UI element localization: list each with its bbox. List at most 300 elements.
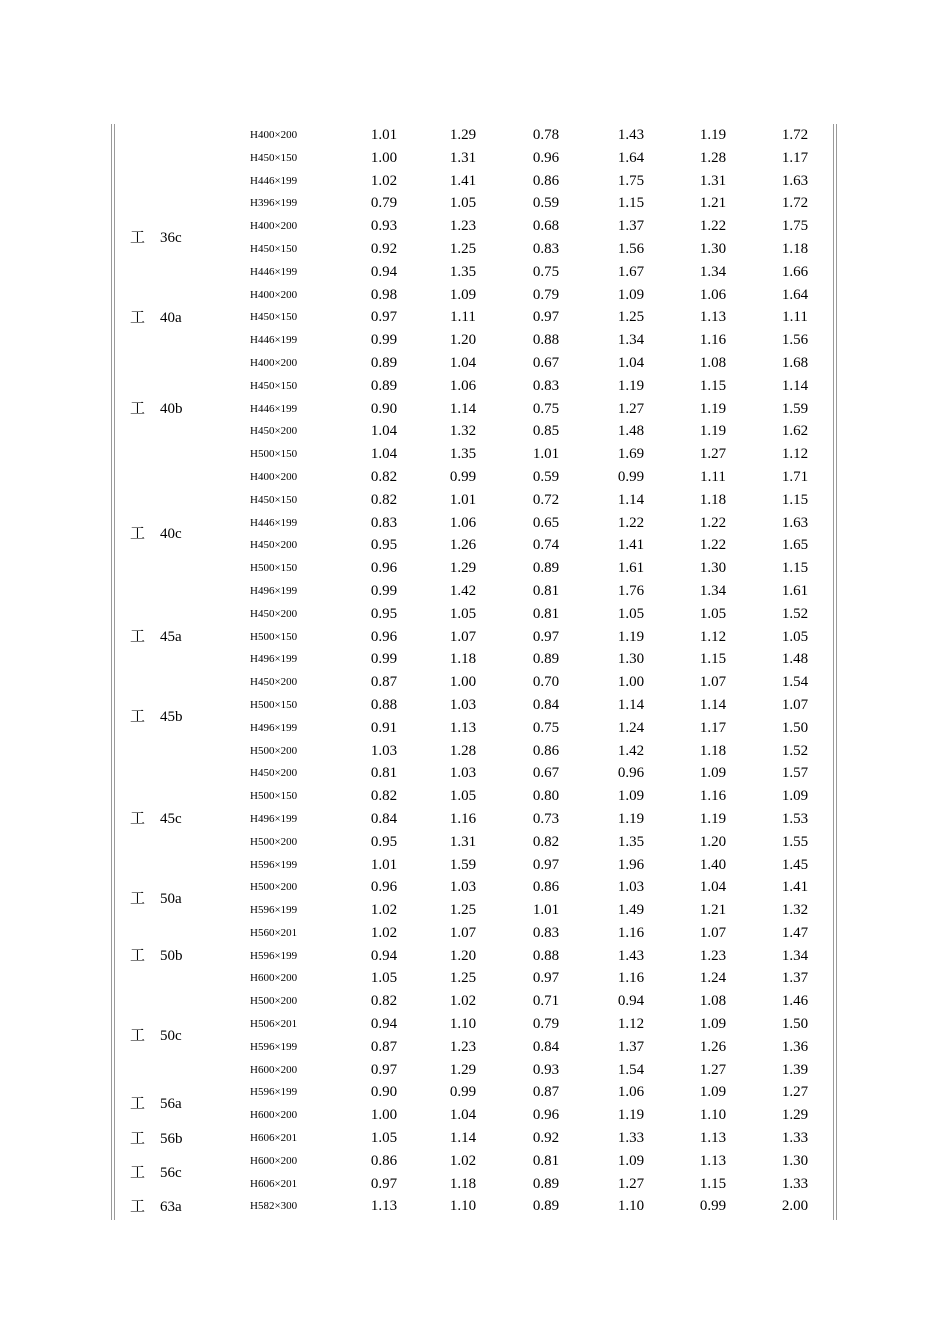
ratio-value: 0.75 — [532, 263, 560, 280]
ratio-value: 1.25 — [449, 970, 477, 987]
ratio-value: 1.69 — [617, 446, 645, 463]
ratio-value: 1.56 — [781, 332, 809, 349]
ratio-value: 0.89 — [370, 377, 398, 394]
i-beam-section-label — [130, 706, 210, 728]
table-row — [0, 329, 950, 352]
ratio-value: 1.04 — [617, 354, 645, 371]
ratio-value: 0.88 — [532, 332, 560, 349]
ratio-value: 1.20 — [449, 332, 477, 349]
table-row — [0, 1059, 950, 1082]
ratio-value: 1.24 — [617, 719, 645, 736]
ratio-value: 1.12 — [617, 1016, 645, 1033]
ratio-value: 1.62 — [781, 423, 809, 440]
ratio-value: 0.92 — [532, 1130, 560, 1147]
ratio-value: 1.43 — [617, 127, 645, 143]
ratio-value: 1.04 — [449, 354, 477, 371]
i-beam-size: 45c — [160, 811, 182, 828]
i-beam-size: 40c — [160, 526, 182, 543]
ratio-value: 1.14 — [449, 400, 477, 417]
table-row — [0, 375, 950, 398]
ratio-value: 1.27 — [617, 1175, 645, 1192]
h-section-label: H496×199 — [250, 584, 298, 597]
ratio-value: 1.26 — [449, 537, 477, 554]
h-section-label: H446×199 — [250, 174, 298, 187]
section-comparison-table — [0, 124, 950, 1218]
ratio-value: 1.30 — [699, 240, 727, 257]
i-beam-section-label — [130, 1196, 210, 1218]
i-beam-section-label — [130, 626, 210, 648]
ratio-value: 1.01 — [449, 491, 477, 508]
h-section-label: H450×200 — [250, 767, 298, 780]
ratio-value: 1.54 — [781, 674, 809, 691]
i-beam-size: 45a — [160, 629, 182, 645]
ratio-value: 1.19 — [699, 127, 727, 143]
ratio-value: 1.13 — [449, 719, 477, 736]
i-beam-size: 40b — [160, 401, 183, 417]
ratio-value: 1.32 — [449, 423, 477, 440]
h-section-label: H596×199 — [250, 904, 298, 917]
h-section-label: H506×201 — [250, 1018, 298, 1031]
ratio-value: 1.19 — [699, 810, 727, 827]
table-row — [0, 671, 950, 694]
table-row — [0, 352, 950, 375]
i-beam-size: 50b — [160, 948, 183, 965]
ratio-value: 1.27 — [699, 1061, 727, 1078]
ratio-value: 1.36 — [781, 1038, 809, 1055]
table-row — [0, 967, 950, 990]
h-section-label: H446×199 — [250, 334, 298, 347]
ratio-value: 1.18 — [449, 1175, 477, 1192]
ratio-value: 1.43 — [617, 947, 645, 964]
ratio-value: 1.03 — [449, 696, 477, 713]
i-beam-symbol: 工 — [130, 1096, 146, 1113]
ratio-value: 0.81 — [532, 1152, 560, 1169]
ratio-value: 1.05 — [449, 195, 477, 212]
ratio-value: 0.75 — [532, 400, 560, 417]
i-beam-section-label — [130, 945, 210, 967]
ratio-value: 1.46 — [781, 993, 809, 1010]
ratio-value: 0.72 — [532, 491, 560, 508]
ratio-value: 0.90 — [370, 1084, 398, 1101]
ratio-value: 1.37 — [617, 1038, 645, 1055]
h-section-label: H400×200 — [250, 129, 298, 141]
ratio-value: 0.98 — [370, 286, 398, 303]
ratio-value: 1.63 — [781, 514, 809, 531]
ratio-value: 1.04 — [370, 423, 398, 440]
ratio-value: 1.61 — [617, 560, 645, 577]
ratio-value: 1.10 — [617, 1198, 645, 1215]
ratio-value: 1.21 — [699, 902, 727, 919]
ratio-value: 1.42 — [617, 742, 645, 759]
ratio-value: 0.99 — [449, 468, 477, 485]
ratio-value: 0.96 — [370, 628, 398, 645]
ratio-value: 1.27 — [781, 1084, 809, 1101]
ratio-value: 0.79 — [532, 1016, 560, 1033]
ratio-value: 0.95 — [370, 605, 398, 622]
ratio-value: 1.15 — [699, 1175, 727, 1192]
h-section-label: H400×200 — [250, 220, 298, 233]
ratio-value: 1.66 — [781, 263, 809, 280]
ratio-value: 0.93 — [370, 218, 398, 235]
ratio-value: 1.09 — [781, 788, 809, 805]
ratio-value: 0.83 — [532, 377, 560, 394]
ratio-value: 1.37 — [781, 970, 809, 987]
ratio-value: 1.03 — [617, 879, 645, 896]
ratio-value: 1.08 — [699, 993, 727, 1010]
ratio-value: 1.21 — [699, 195, 727, 212]
table-row — [0, 261, 950, 284]
ratio-value: 0.92 — [370, 240, 398, 257]
ratio-value: 1.00 — [370, 1107, 398, 1124]
ratio-value: 1.72 — [781, 127, 809, 143]
i-beam-section-label — [130, 523, 210, 545]
ratio-value: 1.00 — [617, 674, 645, 691]
ratio-value: 1.19 — [617, 377, 645, 394]
ratio-value: 1.15 — [617, 195, 645, 212]
table-row — [0, 990, 950, 1013]
i-beam-symbol: 工 — [130, 1028, 146, 1044]
h-section-label: H596×199 — [250, 1086, 298, 1099]
ratio-value: 1.18 — [699, 491, 727, 508]
ratio-value: 1.06 — [699, 286, 727, 303]
ratio-value: 1.59 — [449, 856, 477, 873]
ratio-value: 0.95 — [370, 833, 398, 850]
ratio-value: 1.09 — [699, 1016, 727, 1033]
ratio-value: 1.04 — [370, 446, 398, 463]
ratio-value: 1.05 — [781, 628, 809, 645]
ratio-value: 1.52 — [781, 742, 809, 759]
i-beam-symbol: 工 — [130, 230, 146, 246]
ratio-value: 1.35 — [617, 833, 645, 850]
table-row — [0, 648, 950, 671]
ratio-value: 0.83 — [532, 240, 560, 257]
ratio-value: 1.50 — [781, 719, 809, 736]
ratio-value: 1.05 — [699, 605, 727, 622]
i-beam-section-label — [130, 1025, 210, 1047]
ratio-value: 1.07 — [781, 696, 809, 713]
ratio-value: 1.08 — [699, 354, 727, 371]
ratio-value: 0.89 — [532, 1175, 560, 1192]
ratio-value: 1.05 — [449, 788, 477, 805]
ratio-value: 1.16 — [699, 788, 727, 805]
ratio-value: 1.68 — [781, 354, 809, 371]
h-section-label: H600×200 — [250, 972, 298, 985]
ratio-value: 1.29 — [449, 560, 477, 577]
ratio-value: 0.99 — [699, 1198, 727, 1215]
ratio-value: 1.02 — [370, 172, 398, 189]
h-section-label: H450×200 — [250, 539, 298, 552]
ratio-value: 1.18 — [781, 240, 809, 257]
ratio-value: 1.52 — [781, 605, 809, 622]
ratio-value: 0.91 — [370, 719, 398, 736]
h-section-label: H446×199 — [250, 516, 298, 529]
ratio-value: 1.75 — [617, 172, 645, 189]
ratio-value: 1.24 — [699, 970, 727, 987]
ratio-value: 1.05 — [449, 605, 477, 622]
i-beam-size: 40a — [160, 309, 182, 326]
ratio-value: 1.65 — [781, 537, 809, 554]
ratio-value: 1.27 — [617, 400, 645, 417]
ratio-value: 0.70 — [532, 674, 560, 691]
ratio-value: 1.17 — [781, 149, 809, 166]
h-section-label: H500×200 — [250, 881, 298, 894]
ratio-value: 0.67 — [532, 765, 560, 782]
i-beam-symbol: 工 — [130, 629, 146, 645]
ratio-value: 0.89 — [532, 651, 560, 668]
ratio-value: 1.07 — [699, 924, 727, 941]
ratio-value: 1.35 — [449, 446, 477, 463]
ratio-value: 0.67 — [532, 354, 560, 371]
i-beam-symbol: 工 — [130, 1164, 146, 1181]
ratio-value: 1.04 — [699, 879, 727, 896]
ratio-value: 0.88 — [532, 947, 560, 964]
ratio-value: 1.50 — [781, 1016, 809, 1033]
table-row — [0, 124, 950, 147]
ratio-value: 0.84 — [532, 1038, 560, 1055]
ratio-value: 0.97 — [370, 1175, 398, 1192]
ratio-value: 0.97 — [370, 309, 398, 326]
i-beam-symbol: 工 — [130, 891, 146, 908]
ratio-value: 0.90 — [370, 400, 398, 417]
ratio-value: 1.12 — [699, 628, 727, 645]
h-section-label: H450×150 — [250, 242, 298, 255]
i-beam-symbol: 工 — [130, 948, 146, 965]
ratio-value: 0.65 — [532, 514, 560, 531]
ratio-value: 1.49 — [617, 902, 645, 919]
h-section-label: H600×200 — [250, 1063, 298, 1076]
h-section-label: H500×150 — [250, 630, 298, 643]
ratio-value: 1.72 — [781, 195, 809, 212]
ratio-value: 0.84 — [370, 810, 398, 827]
ratio-value: 1.01 — [532, 902, 560, 919]
ratio-value: 1.31 — [449, 833, 477, 850]
ratio-value: 1.11 — [700, 468, 726, 485]
h-section-label: H582×300 — [250, 1200, 298, 1213]
ratio-value: 1.07 — [449, 924, 477, 941]
ratio-value: 1.25 — [449, 902, 477, 919]
ratio-value: 1.15 — [781, 560, 809, 577]
i-beam-size: 50c — [160, 1028, 182, 1044]
h-section-label: H596×199 — [250, 858, 298, 871]
ratio-value: 1.54 — [617, 1061, 645, 1078]
h-section-label: H496×199 — [250, 812, 298, 825]
ratio-value: 0.96 — [370, 560, 398, 577]
ratio-value: 1.16 — [617, 970, 645, 987]
table-row — [0, 489, 950, 512]
h-section-label: H400×200 — [250, 470, 298, 483]
h-section-label: H596×199 — [250, 1040, 298, 1053]
ratio-value: 1.29 — [449, 1061, 477, 1078]
h-section-label: H450×200 — [250, 676, 298, 689]
i-beam-section-label — [130, 1128, 210, 1150]
ratio-value: 1.34 — [699, 263, 727, 280]
h-section-label: H500×200 — [250, 744, 298, 757]
i-beam-section-label — [130, 888, 210, 910]
i-beam-symbol: 工 — [130, 1199, 146, 1215]
h-section-label: H450×150 — [250, 151, 298, 164]
ratio-value: 1.22 — [699, 537, 727, 554]
ratio-value: 0.78 — [532, 127, 560, 143]
ratio-value: 1.61 — [781, 582, 809, 599]
table-row — [0, 284, 950, 307]
ratio-value: 1.55 — [781, 833, 809, 850]
h-section-label: H400×200 — [250, 288, 298, 301]
ratio-value: 0.87 — [370, 674, 398, 691]
ratio-value: 0.68 — [532, 218, 560, 235]
ratio-value: 1.06 — [449, 514, 477, 531]
i-beam-symbol: 工 — [130, 708, 146, 725]
h-section-label: H600×200 — [250, 1109, 298, 1122]
ratio-value: 0.59 — [532, 195, 560, 212]
ratio-value: 1.45 — [781, 856, 809, 873]
h-section-label: H600×200 — [250, 1154, 298, 1167]
ratio-value: 1.01 — [370, 127, 398, 143]
ratio-value: 1.03 — [449, 765, 477, 782]
ratio-value: 0.71 — [532, 993, 560, 1010]
ratio-value: 0.89 — [532, 1198, 560, 1215]
ratio-value: 1.22 — [699, 218, 727, 235]
ratio-value: 1.10 — [449, 1016, 477, 1033]
ratio-value: 0.83 — [370, 514, 398, 531]
ratio-value: 1.30 — [617, 651, 645, 668]
ratio-value: 0.97 — [370, 1061, 398, 1078]
ratio-value: 1.34 — [781, 947, 809, 964]
ratio-value: 0.81 — [370, 765, 398, 782]
ratio-value: 1.09 — [617, 788, 645, 805]
ratio-value: 1.16 — [699, 332, 727, 349]
i-beam-section-label — [130, 307, 210, 329]
ratio-value: 1.48 — [617, 423, 645, 440]
table-row — [0, 785, 950, 808]
ratio-value: 1.56 — [617, 240, 645, 257]
table-row — [0, 557, 950, 580]
ratio-value: 1.15 — [699, 651, 727, 668]
ratio-value: 1.63 — [781, 172, 809, 189]
h-section-label: H500×150 — [250, 790, 298, 803]
ratio-value: 0.96 — [617, 765, 645, 782]
ratio-value: 1.42 — [449, 582, 477, 599]
ratio-value: 0.94 — [370, 947, 398, 964]
ratio-value: 0.89 — [532, 560, 560, 577]
ratio-value: 1.22 — [617, 514, 645, 531]
ratio-value: 0.86 — [532, 742, 560, 759]
ratio-value: 1.23 — [449, 218, 477, 235]
h-section-label: H396×199 — [250, 197, 298, 210]
ratio-value: 0.95 — [370, 537, 398, 554]
ratio-value: 1.01 — [532, 446, 560, 463]
ratio-value: 1.19 — [699, 400, 727, 417]
ratio-value: 0.86 — [532, 879, 560, 896]
i-beam-section-label — [130, 398, 210, 420]
ratio-value: 1.10 — [449, 1198, 477, 1215]
ratio-value: 1.57 — [781, 765, 809, 782]
ratio-value: 0.96 — [532, 149, 560, 166]
ratio-value: 0.73 — [532, 810, 560, 827]
ratio-value: 1.09 — [449, 286, 477, 303]
h-section-label: H500×150 — [250, 698, 298, 711]
ratio-value: 0.99 — [370, 582, 398, 599]
h-section-label: H400×200 — [250, 356, 298, 369]
ratio-value: 0.59 — [532, 468, 560, 485]
h-section-label: H500×150 — [250, 448, 298, 461]
h-section-label: H500×200 — [250, 995, 298, 1008]
ratio-value: 1.14 — [617, 696, 645, 713]
ratio-value: 1.17 — [699, 719, 727, 736]
ratio-value: 1.14 — [781, 377, 809, 394]
ratio-value: 1.47 — [781, 924, 809, 941]
ratio-value: 0.79 — [370, 195, 398, 212]
i-beam-size: 56b — [160, 1130, 183, 1147]
ratio-value: 1.15 — [781, 491, 809, 508]
ratio-value: 1.16 — [449, 810, 477, 827]
ratio-value: 0.88 — [370, 696, 398, 713]
ratio-value: 1.34 — [617, 332, 645, 349]
ratio-value: 1.00 — [449, 674, 477, 691]
h-section-label: H496×199 — [250, 721, 298, 734]
ratio-value: 0.89 — [370, 354, 398, 371]
h-section-label: H450×150 — [250, 493, 298, 506]
ratio-value: 1.71 — [781, 468, 809, 485]
h-section-label: H450×150 — [250, 379, 298, 392]
ratio-value: 0.81 — [532, 605, 560, 622]
ratio-value: 1.03 — [449, 879, 477, 896]
i-beam-section-label — [130, 1093, 210, 1115]
ratio-value: 1.07 — [699, 674, 727, 691]
i-beam-section-label — [130, 227, 210, 249]
h-section-label: H596×199 — [250, 949, 298, 962]
ratio-value: 0.97 — [532, 856, 560, 873]
table-row — [0, 192, 950, 215]
ratio-value: 1.35 — [449, 263, 477, 280]
ratio-value: 1.03 — [370, 742, 398, 759]
ratio-value: 0.94 — [617, 993, 645, 1010]
ratio-value: 1.13 — [699, 309, 727, 326]
h-section-label: H500×200 — [250, 835, 298, 848]
ratio-value: 1.05 — [370, 1130, 398, 1147]
ratio-value: 0.84 — [532, 696, 560, 713]
i-beam-size: 36c — [160, 230, 182, 246]
ratio-value: 1.10 — [699, 1107, 727, 1124]
table-row — [0, 603, 950, 626]
ratio-value: 1.29 — [449, 127, 477, 143]
ratio-value: 1.23 — [699, 947, 727, 964]
ratio-value: 1.27 — [699, 446, 727, 463]
table-row — [0, 170, 950, 193]
i-beam-symbol: 工 — [130, 309, 146, 326]
ratio-value: 1.33 — [781, 1175, 809, 1192]
ratio-value: 0.82 — [370, 993, 398, 1010]
ratio-value: 0.82 — [370, 468, 398, 485]
table-row — [0, 831, 950, 854]
ratio-value: 1.30 — [699, 560, 727, 577]
ratio-value: 0.99 — [449, 1084, 477, 1101]
ratio-value: 0.97 — [532, 628, 560, 645]
ratio-value: 1.09 — [699, 765, 727, 782]
h-section-label: H606×201 — [250, 1132, 298, 1145]
ratio-value: 1.29 — [781, 1107, 809, 1124]
ratio-value: 0.87 — [370, 1038, 398, 1055]
ratio-value: 1.14 — [617, 491, 645, 508]
ratio-value: 0.82 — [532, 833, 560, 850]
ratio-value: 1.05 — [370, 970, 398, 987]
ratio-value: 1.34 — [699, 582, 727, 599]
ratio-value: 1.13 — [699, 1130, 727, 1147]
i-beam-size: 63a — [160, 1199, 182, 1215]
i-beam-section-label — [130, 808, 210, 830]
ratio-value: 1.14 — [449, 1130, 477, 1147]
i-beam-size: 50a — [160, 891, 182, 908]
ratio-value: 0.81 — [532, 582, 560, 599]
